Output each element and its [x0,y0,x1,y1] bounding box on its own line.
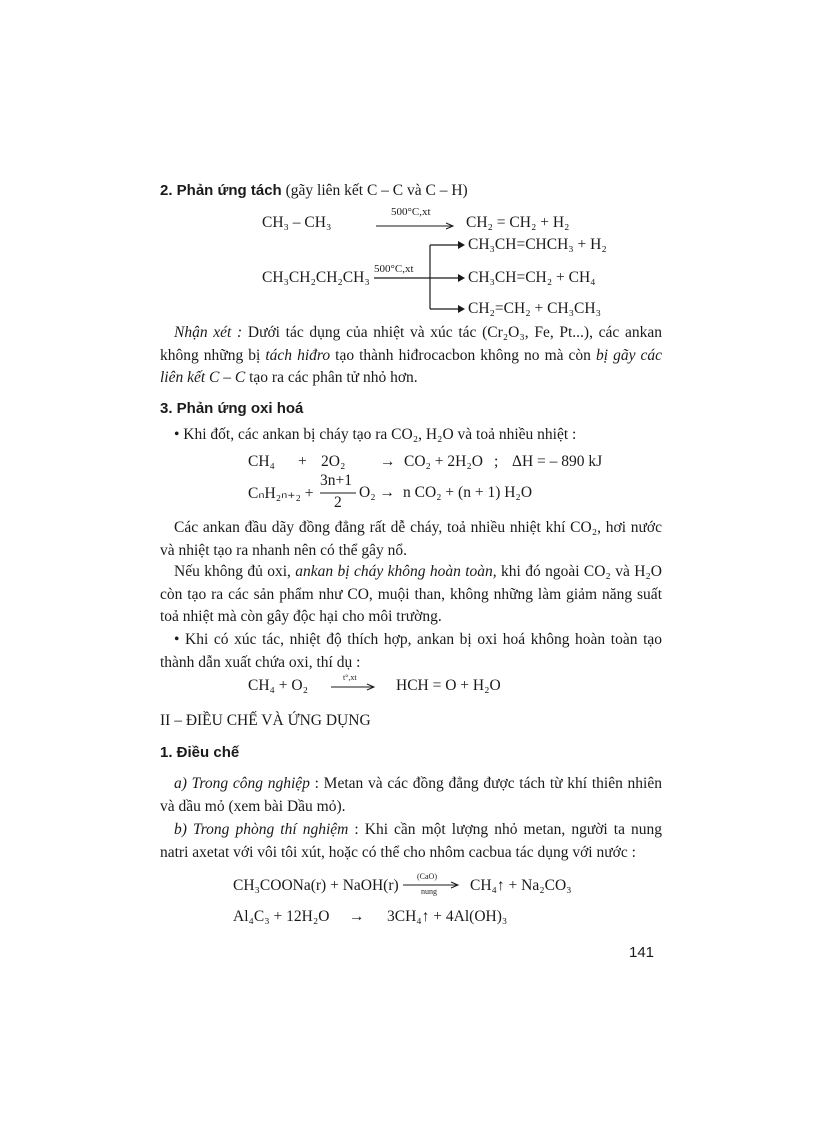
eq2-oxygen: O₂ → [359,484,395,501]
eq3-condition: t°,xt [343,673,357,682]
eq4-condition-top: (CaO) [417,872,437,881]
eq4-products: CH₄↑ + Na₂CO₃ [470,877,572,894]
observation-paragraph [160,322,662,390]
section-2-heading [160,182,468,200]
incomplete-emphasis: ankan bị cháy không hoàn toàn, [295,563,497,580]
section-II-title: II – ĐIỀU CHẾ VÀ ỨNG DỤNG [160,712,371,729]
section-2-title: 2. Phản ứng tách [160,182,282,199]
eq2-numerator: 3n+1 [320,472,352,489]
eq1-products: CO₂ + 2H₂O [404,453,483,470]
reaction-1-condition: 500°C,xt [391,206,431,218]
section-1-title: 1. Điều chế [160,744,240,761]
laboratory-label: b) Trong phòng thí nghiệm [174,821,349,838]
observation-emphasis-2: bị gãy các liên kết C – C [160,346,663,386]
reaction-2-reactant: CH₃CH₂CH₂CH₃ [262,269,370,286]
eq4-reactants: CH₃COONa(r) + NaOH(r) [233,877,399,894]
laboratory-text: : Khi cần một lượng nhỏ metan, người ta nung natri axetat với vôi tôi xút, hoặc có thể cho nhôm cacbua tác dụng với nước : [160,821,663,861]
bullet-partial-oxidation [160,629,662,674]
industry-text: : Metan và các đồng đẳng được tách từ khí thiên nhiên và dầu mỏ (xem bài Dầu mỏ). [160,775,662,815]
paragraph-flammability [160,517,662,562]
eq3-products: HCH = O + H₂O [396,677,501,694]
eq5-arrow: → [349,908,365,925]
eq1-plus: + [298,453,307,470]
eq2-reactant: CₙH₂ₙ₊₂ + [248,485,314,502]
eq4-condition-bottom: nung [421,887,437,896]
paragraph-industry [160,773,662,818]
observation-text-3: tạo ra các phân tử nhỏ hơn. [249,369,418,386]
observation-label: Nhận xét : [174,324,243,341]
bullet-partial-oxidation-text: • Khi có xúc tác, nhiệt độ thích hợp, ankan bị oxi hoá không hoàn toàn tạo thành dẫn xuất chứa oxi, thí dụ : [160,631,662,671]
observation-emphasis-1: tách hiđro [265,346,331,364]
section-3-title: 3. Phản ứng oxi hoá [160,400,304,417]
reaction-2-branch-arrows [374,238,474,318]
eq1-semicolon: ; [494,453,499,470]
incomplete-text-1: Nếu không đủ oxi, [174,563,291,580]
reaction-2-condition: 500°C,xt [374,263,414,275]
reaction-1-arrow [376,223,456,231]
reaction-1-reactant: CH₃ – CH₃ [262,214,332,231]
eq2-products: n CO₂ + (n + 1) H₂O [403,484,533,501]
eq1-enthalpy: ΔH = – 890 kJ [512,453,603,470]
eq3-arrow [331,684,377,692]
observation-text-2: tạo thành hiđrocacbon không no mà còn [335,346,591,364]
incomplete-text-2: khi đó ngoài CO₂ và H₂O còn tạo ra các sản phẩm như CO, muội than, không những làm giảm năng suất toả nhiệt mà còn gây độc hại cho môi trường. [160,563,663,625]
eq5-products: 3CH₄↑ + 4Al(OH)₃ [387,908,508,925]
paragraph-flammability-text: Các ankan đầu dãy đồng đẳng rất dễ cháy, toả nhiều nhiệt khí CO₂, hơi nước và nhiệt tạo ra nhanh nên có thể gây nổ. [160,519,662,559]
reaction-2-product-1: CH₃CH=CHCH₃ + H₂ [468,236,607,253]
eq1-reactant-a: CH₄ [248,453,275,470]
observation-text-1: Dưới tác dụng của nhiệt và xúc tác (Cr₂O₃, Fe, Pt...), các ankan không những bị [160,324,662,364]
eq1-arrow: → [380,453,396,470]
paragraph-laboratory [160,819,662,864]
reaction-2-product-2: CH₃CH=CH₂ + CH₄ [468,269,596,286]
industry-label: a) Trong công nghiệp [174,775,310,792]
eq1-reactant-b: 2O₂ [321,453,346,470]
reaction-2-product-3: CH₂=CH₂ + CH₃CH₃ [468,300,601,317]
eq3-reactants: CH₄ + O₂ [248,677,309,694]
eq5-reactants: Al₄C₃ + 12H₂O [233,908,330,925]
bullet-combustion: • Khi đốt, các ankan bị cháy tạo ra CO₂, H₂O và toả nhiều nhiệt : [174,426,577,443]
section-2-note: (gãy liên kết C – C và C – H) [285,182,468,199]
reaction-1-products: CH₂ = CH₂ + H₂ [466,214,570,231]
eq2-denominator: 2 [334,494,342,511]
paragraph-incomplete-combustion [160,561,662,629]
page-number: 141 [629,944,655,961]
